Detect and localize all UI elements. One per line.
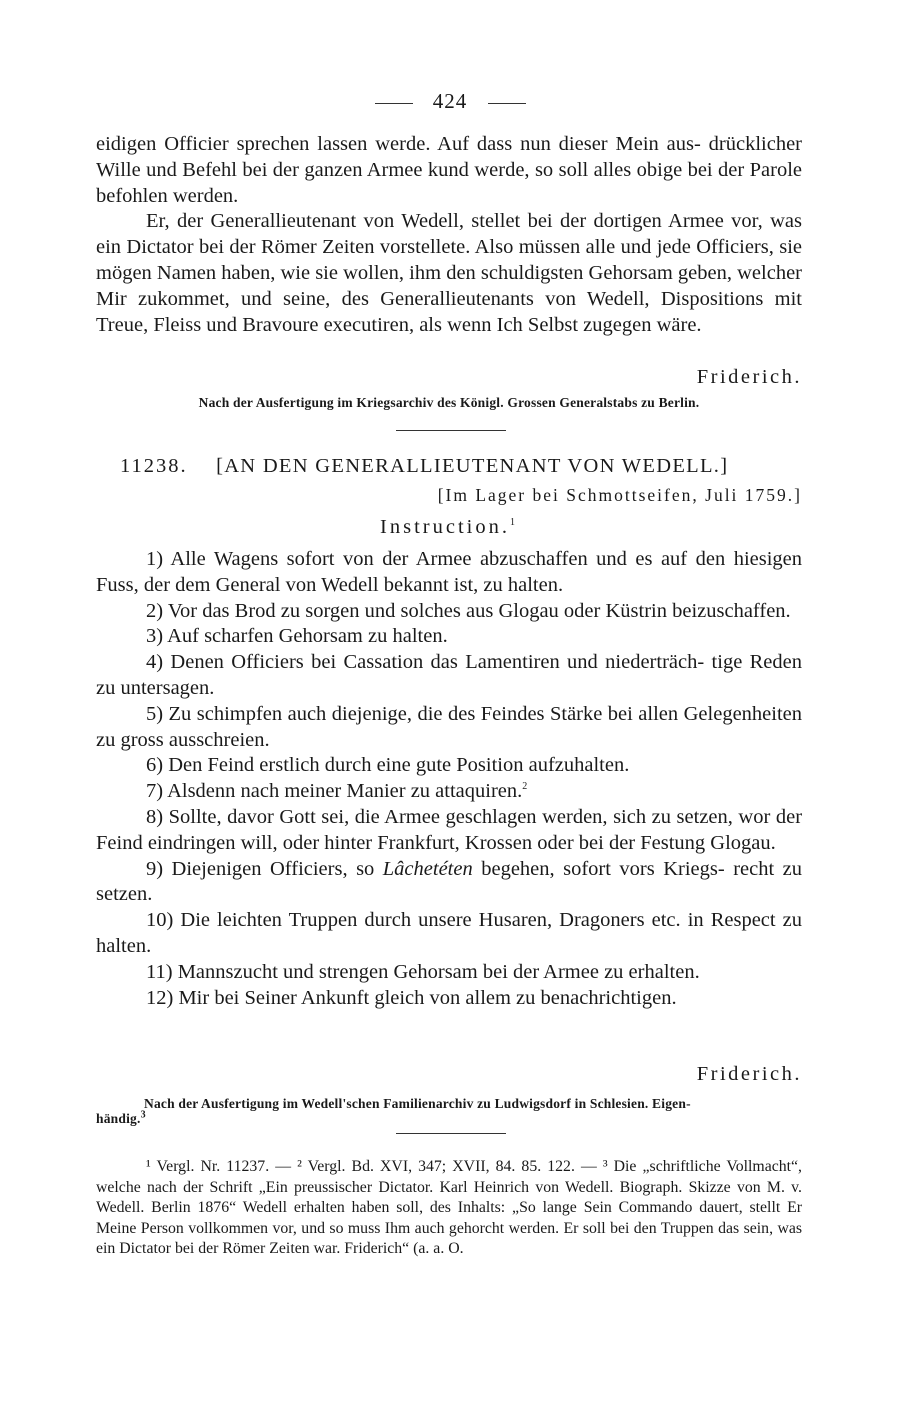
signature-2: Friderich.	[696, 1063, 802, 1085]
text-line: 1) Alle Wagens sofort von der Armee abzuschaffen und es auf	[146, 548, 688, 570]
italic-term: Lâchetéten	[382, 857, 473, 880]
document-dateline: [Im Lager bei Schmottseifen, Juli 1759.]	[437, 485, 802, 505]
text-line: den schuldigsten Gehorsam geben, welcher Mir zukommet, und seine,	[96, 261, 803, 310]
list-item	[96, 908, 802, 960]
text-line: beizuschaffen.	[672, 599, 791, 622]
continuation-paragraph-1	[96, 132, 802, 209]
text-line: 8) Sollte, davor Gott sei, die Armee geschlagen werden, sich zu	[146, 805, 671, 828]
text-line: alles obige bei der Parole befohlen werden.	[96, 158, 803, 207]
text-line: oder bei der Festung Glogau.	[537, 831, 776, 854]
list-item	[96, 753, 802, 779]
instruction-list	[96, 547, 802, 1011]
instruction-title	[96, 514, 802, 540]
header-dash-left	[375, 103, 413, 104]
text-line: den hiesigen Fuss, der dem General von Wedell bekannt ist, zu halten.	[96, 548, 803, 596]
text-line: händig.	[96, 1111, 141, 1126]
list-item	[96, 857, 802, 909]
page-number: 424	[432, 89, 468, 113]
list-item	[96, 624, 802, 650]
footnote-marker: 2	[522, 781, 528, 793]
text-line: recht zu setzen.	[96, 857, 802, 906]
list-item	[96, 599, 802, 625]
text-line: Truppen das sein, was ein Dictator bei der Römer Zeiten war. Friderich“ (a. a. O.	[96, 1219, 803, 1257]
text-line: tige Reden zu untersagen.	[96, 651, 803, 699]
list-item	[96, 805, 802, 857]
text-line: 10) Die leichten Truppen durch unsere Husaren, Dragoners etc. in	[146, 909, 704, 932]
text-line: 7) Alsdenn nach meiner Manier zu attaquiren.	[146, 780, 523, 803]
text-line: 9) Diejenigen Officiers, so	[146, 857, 383, 880]
text-line: vor, was ein Dictator bei der Römer Zeiten vorstellete. Also müssen	[96, 210, 802, 259]
instruction-title-text: Instruction.	[380, 516, 510, 538]
text-line: begehen, sofort vors Kriegs-	[472, 857, 725, 880]
text-line: „schriftliche Vollmacht“, welche nach der Schrift „Ein preussischer Dictator. Karl	[96, 1158, 802, 1196]
text-line: des Generallieutenants von Wedell, Dispositions mit Treue, Fleiss und	[96, 287, 802, 336]
text-line: Person vollkommen vor, und so muss Ihm auch gehorcht werden. Er soll bei den	[140, 1219, 657, 1237]
text-line: 12) Mir bei Seiner Ankunft gleich von allem zu benachrichtigen.	[146, 986, 677, 1009]
list-item	[96, 547, 802, 599]
document-heading	[120, 453, 800, 479]
text-line: eidigen Officier sprechen lassen werde. Auf dass nun dieser Mein aus-	[96, 133, 701, 155]
separator-rule-2	[396, 1133, 506, 1134]
text-line: 2) Vor das Brod zu sorgen und solches aus Glogau oder Küstrin	[146, 599, 667, 622]
text-line: 11) Mannszucht und strengen Gehorsam bei der Armee zu erhalten.	[146, 960, 700, 983]
text-line: erhalten haben soll, des Inhalts: „So lange Sein Commando dauert, stellt Er Meine	[96, 1199, 802, 1237]
list-item	[96, 960, 802, 986]
header-dash-right	[488, 103, 526, 104]
text-line: alle und jede Officiers, sie mögen Namen haben, wie sie wollen, ihm	[96, 236, 802, 284]
text-line: Er, der Generallieutenant von Wedell, stellet bei der dortigen Armee	[146, 210, 724, 233]
source-note-1: Nach der Ausfertigung im Kriegsarchiv des Königl. Grossen Generalstabs zu Berlin.	[198, 395, 700, 410]
page-header	[0, 88, 900, 114]
list-item	[96, 779, 802, 805]
footnotes	[96, 1157, 802, 1260]
text-line: 6) Den Feind erstlich durch eine gute Position aufzuhalten.	[146, 754, 630, 777]
footnote-paragraph	[96, 1157, 802, 1260]
list-item	[96, 986, 802, 1012]
text-line: drücklicher Wille und Befehl bei der ganzen Armee kund werde, so soll	[96, 133, 802, 181]
signature-1: Friderich.	[696, 366, 802, 388]
continuation-text	[96, 132, 802, 338]
footnote-marker: 1	[509, 517, 518, 529]
text-line: 3) Auf scharfen Gehorsam zu halten.	[146, 625, 448, 648]
text-line: 5) Zu schimpfen auch diejenige, die des Feindes Stärke bei allen	[146, 702, 679, 725]
text-line: Nach der Ausfertigung im Wedell'schen Familienarchiv zu Ludwigsdorf in Schlesien. Eigen-	[144, 1096, 691, 1111]
text-line: Heinrich von Wedell. Biograph. Skizze von M. v. Wedell. Berlin 1876“ Wedell	[96, 1178, 802, 1216]
separator-rule-1	[396, 430, 506, 431]
footnote-marker: 3	[140, 1109, 146, 1121]
text-line: ¹ Vergl. Nr. 11237. — ² Vergl. Bd. XVI, 347; XVII, 84. 85. 122. — ³ Die	[146, 1158, 637, 1175]
continuation-paragraph-2	[96, 209, 802, 338]
document-title: [AN DEN GENERALLIEUTENANT VON WEDELL.]	[216, 455, 729, 477]
text-line: setzen, wor der Feind eindringen will, oder hinter Frankfurt, Krossen	[96, 805, 803, 854]
list-item	[96, 702, 802, 754]
text-line: Respect zu halten.	[96, 909, 803, 957]
list-item	[96, 650, 802, 702]
text-line: Gelegenheiten zu gross ausschreien.	[96, 702, 803, 751]
text-line: 4) Denen Officiers bei Cassation das Lamentiren und niederträch-	[146, 651, 705, 674]
source-note-2	[96, 1096, 802, 1126]
text-line: Bravoure executiren, als wenn Ich Selbst zugegen wäre.	[242, 313, 702, 336]
document-number: 11238.	[120, 455, 188, 477]
